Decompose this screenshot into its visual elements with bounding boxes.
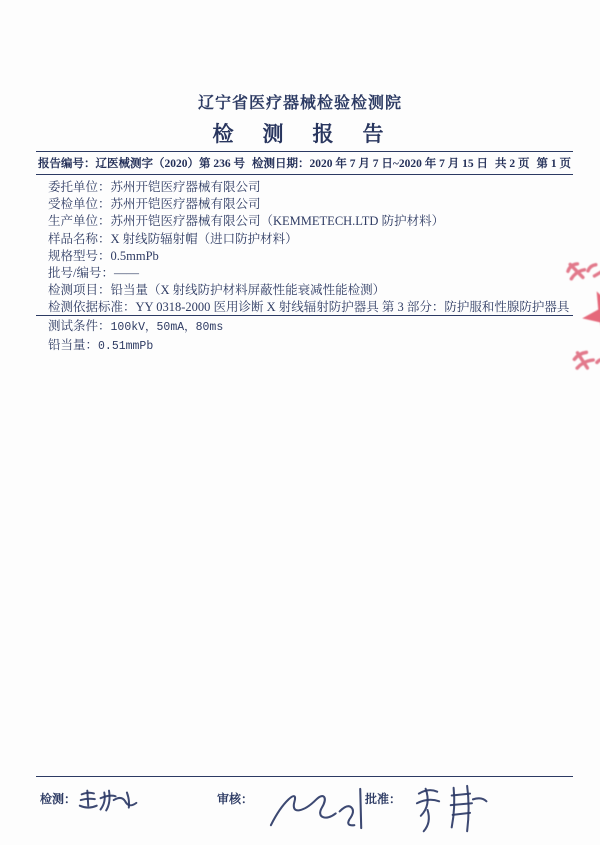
result-test-conditions: 测试条件：100kV，50mA，80ms (48, 319, 224, 334)
reviewer-label: 审核： (217, 792, 254, 806)
field-test-item: 检测项目：铅当量（X 射线防护材料屏蔽性能衰减性能检测） (48, 283, 386, 298)
reviewer-signature-group (217, 782, 373, 836)
report-number: 报告编号：辽医械测字（2020）第 236 号 (38, 158, 245, 170)
inspector-signature-group (40, 782, 142, 820)
field-sample-name: 样品名称：X 射线防辐射帽（进口防护材料） (48, 231, 298, 246)
report-title: 检 测 报 告 (212, 122, 388, 146)
pages-total: 共 2 页 (494, 158, 530, 170)
approver-signature (411, 782, 503, 838)
inspector-signature (76, 782, 142, 820)
test-date-range: 检测日期：2020 年 7 月 7 日~2020 年 7 月 15 日 (252, 158, 488, 170)
field-manufacturer: 生产单位：苏州开铠医疗器械有限公司（KEMMETECH.LTD 防护材料） (48, 214, 445, 229)
signature-row (0, 780, 600, 842)
report-info-row (36, 151, 573, 175)
result-list (48, 318, 223, 355)
stamp-text-bottom (571, 343, 600, 374)
signature-divider-line (36, 776, 573, 777)
field-client: 委托单位：苏州开铠医疗器械有限公司 (48, 180, 261, 194)
inspector-label: 检测： (40, 792, 77, 806)
approver-label: 批准： (365, 792, 402, 806)
field-batch-number: 批号/编号：—— (48, 266, 139, 281)
field-test-standard: 检测依据标准：YY 0318-2000 医用诊断 X 射线辐射防护器具 第 3 部分：防护服和性腺防护器具 (48, 300, 570, 315)
result-lead-equivalent: 铅当量：0.51mmPb (48, 337, 154, 353)
page-current: 第 1 页 (536, 158, 571, 170)
institute-name: 辽宁省医疗器械检验检测院 (197, 95, 402, 112)
reviewer-signature (265, 782, 373, 836)
field-list (48, 179, 582, 317)
approver-signature-group (365, 782, 503, 838)
field-spec-model: 规格型号：0.5mmPb (48, 248, 159, 263)
standard-divider-line (36, 315, 573, 316)
field-inspected-unit: 受检单位：苏州开铠医疗器械有限公司 (48, 197, 261, 212)
